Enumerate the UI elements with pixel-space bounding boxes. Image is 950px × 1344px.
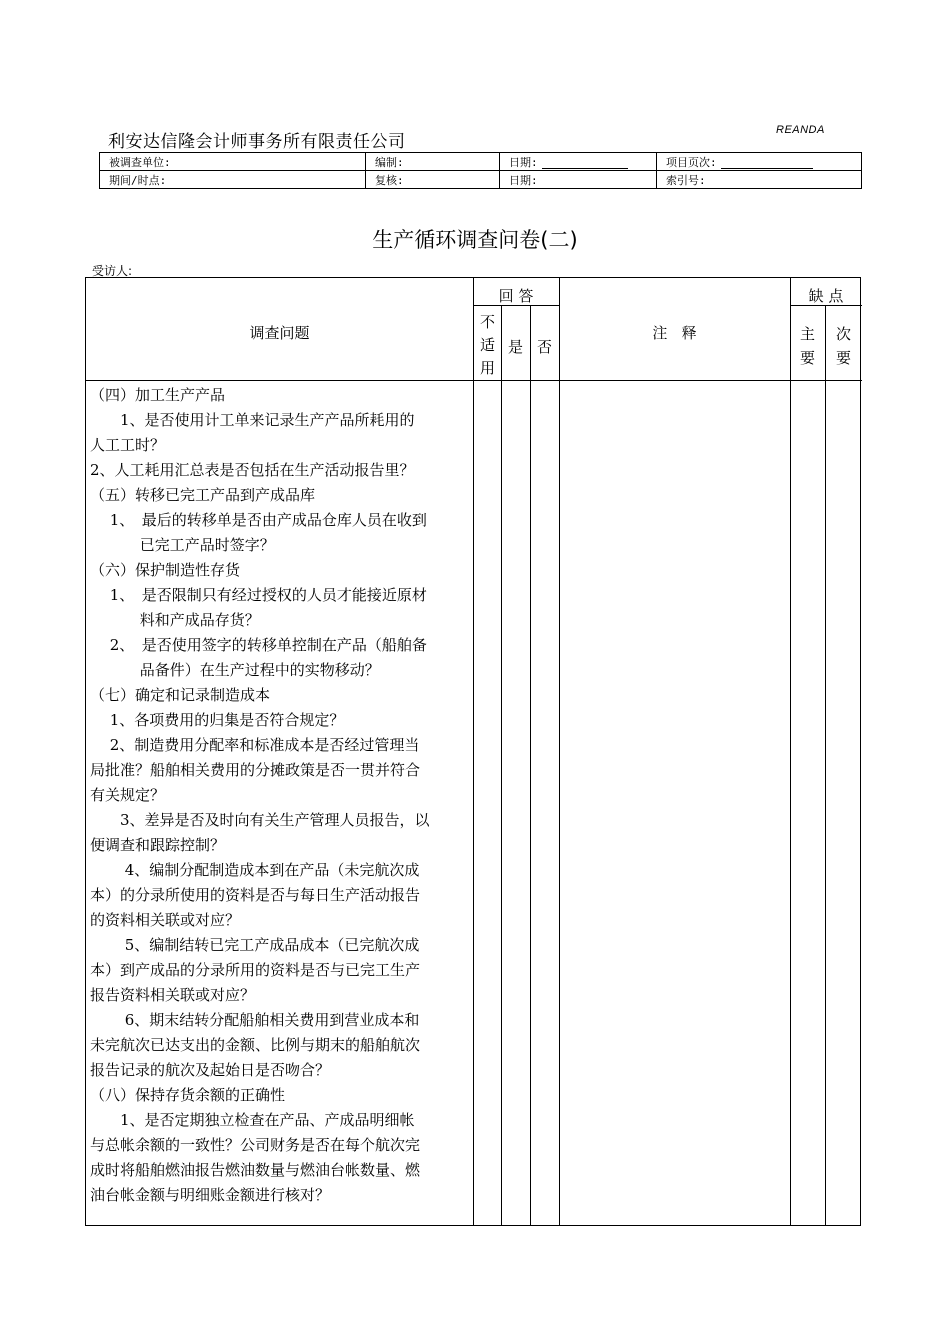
brand-logo-text: REANDA	[776, 124, 825, 136]
period-field[interactable]: 期间/时点:	[100, 171, 366, 189]
question-list	[86, 383, 471, 1208]
divider	[559, 278, 560, 1225]
question-line: 5、编制结转已完工产成品成本（已完航次成	[90, 936, 420, 954]
question-line: 油台帐金额与明细账金额进行核对？	[90, 1186, 331, 1204]
question-line: 成时将船舶燃油报告燃油数量与燃油台帐数量、燃	[90, 1161, 421, 1179]
prepared-date-field[interactable]: 日期:	[500, 153, 657, 171]
question-line: （六）保护制造性存货	[90, 561, 241, 579]
question-line: 2、制造费用分配率和标准成本是否经过管理当	[90, 736, 420, 754]
question-line: 未完航次已达支出的金额、比例与期末的船舶航次	[90, 1036, 421, 1054]
question-line: 料和产成品存货？	[90, 611, 260, 629]
question-line: 便调查和跟踪控制？	[90, 836, 226, 854]
divider	[825, 305, 826, 1225]
document-info-table	[99, 152, 862, 189]
header-minor: 次 要	[835, 325, 851, 367]
project-page-field[interactable]: 项目页次:	[657, 153, 862, 171]
question-line: 报告记录的航次及起始日是否吻合？	[90, 1061, 331, 1079]
review-date-field[interactable]: 日期:	[500, 171, 657, 189]
question-line: 人工工时？	[90, 436, 166, 454]
index-number-field[interactable]: 索引号:	[657, 171, 862, 189]
question-line: 2、人工耗用汇总表是否包括在生产活动报告里？	[90, 461, 415, 479]
question-line: 已完工产品时签字？	[90, 536, 275, 554]
question-line: 有关规定？	[90, 786, 166, 804]
header-no: 否	[536, 338, 552, 356]
header-major: 主 要	[799, 325, 815, 367]
divider	[790, 278, 791, 1225]
header-yes: 是	[507, 338, 523, 356]
question-line: 的资料相关联或对应？	[90, 911, 241, 929]
question-line: 4、编制分配制造成本到在产品（未完航次成	[90, 861, 420, 879]
info-row-1	[100, 153, 862, 171]
divider	[501, 305, 502, 1225]
question-line: 局批准？船舶相关费用的分摊政策是否一贯并符合	[90, 761, 421, 779]
question-line: （七）确定和记录制造成本	[90, 686, 271, 704]
divider	[86, 380, 862, 381]
question-line: 品备件）在生产过程中的实物移动？	[90, 661, 380, 679]
company-name: 利安达信隆会计师事务所有限责任公司	[108, 132, 406, 152]
question-line: 报告资料相关联或对应？	[90, 986, 256, 1004]
header-notes: 注 释	[652, 324, 697, 342]
question-line: 本）到产成品的分录所用的资料是否与已完工生产	[90, 961, 421, 979]
question-line: 与总帐余额的一致性？公司财务是否在每个航次完	[90, 1136, 421, 1154]
header-question: 调查问题	[249, 324, 310, 342]
question-line: 3、差异是否及时向有关生产管理人员报告，以	[90, 811, 430, 829]
info-row-2	[100, 171, 862, 189]
question-line: 1、是否使用计工单来记录生产产品所耗用的	[90, 411, 415, 429]
reviewer-field[interactable]: 复核:	[366, 171, 500, 189]
question-line: 本）的分录所使用的资料是否与每日生产活动报告	[90, 886, 421, 904]
question-line: （八）保持存货余额的正确性	[90, 1086, 286, 1104]
question-line: （五）转移已完工产品到产成品库	[90, 486, 316, 504]
surveyed-unit-field[interactable]: 被调查单位:	[100, 153, 366, 171]
question-line: 2、 是否使用签字的转移单控制在产品（船舶备	[90, 636, 427, 654]
question-line: 1、各项费用的归集是否符合规定？	[90, 711, 345, 729]
questionnaire-table	[85, 277, 861, 1226]
page-title: 生产循环调查问卷(二)	[372, 228, 578, 252]
header-defect: 缺 点	[808, 287, 844, 305]
divider	[530, 305, 531, 1225]
divider	[473, 278, 474, 1225]
question-line: 6、期末结转分配船舶相关费用到营业成本和	[90, 1011, 420, 1029]
header-not-applicable: 不 适 用	[479, 313, 495, 377]
question-line: 1、 最后的转移单是否由产成品仓库人员在收到	[90, 511, 427, 529]
preparer-field[interactable]: 编制:	[366, 153, 500, 171]
question-line: 1、是否定期独立检查在产品、产成品明细帐	[90, 1111, 415, 1129]
question-line: （四）加工生产产品	[90, 386, 226, 404]
question-line: 1、 是否限制只有经过授权的人员才能接近原材	[90, 586, 427, 604]
interviewee-label[interactable]: 受访人:	[92, 264, 133, 278]
header-answer: 回 答	[498, 287, 534, 305]
